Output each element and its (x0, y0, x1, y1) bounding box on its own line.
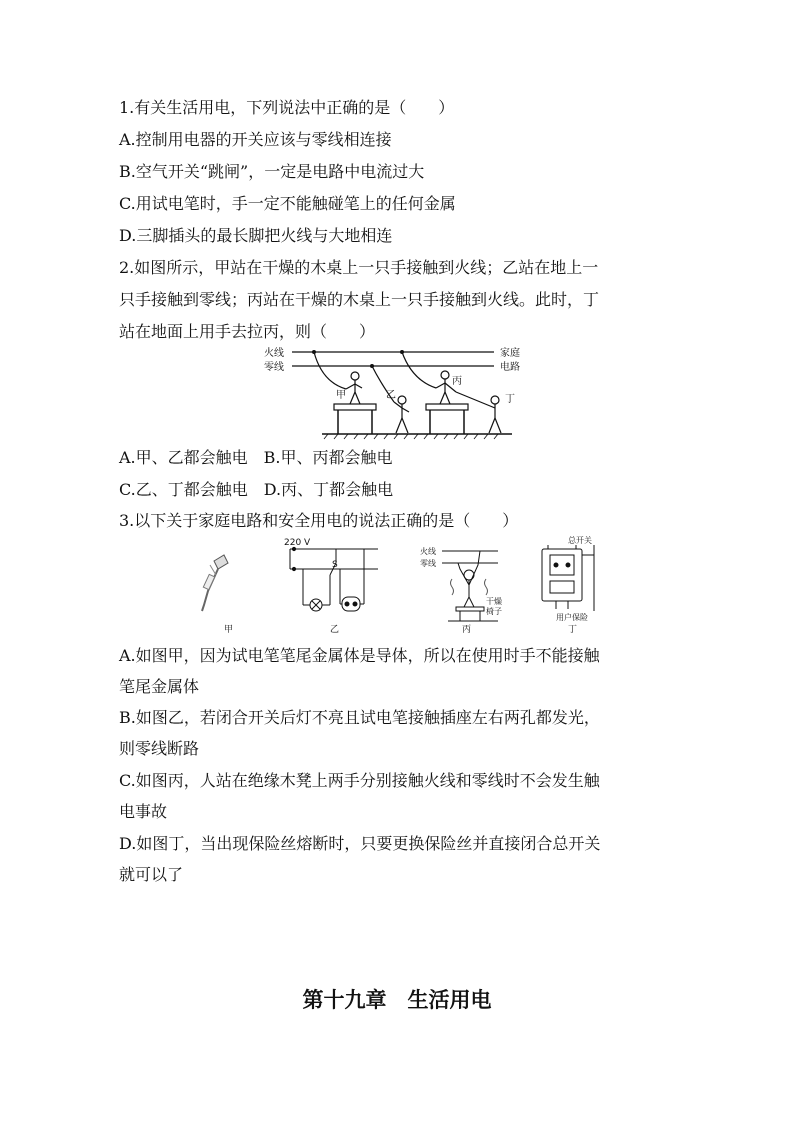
q3-option-c-line1: C.如图丙，人站在绝缘木凳上两手分别接触火线和零线时不会发生触 (119, 771, 600, 790)
switch-label: S (332, 560, 338, 570)
caption-bing: 丙 (462, 625, 472, 635)
q3-option-d-line1: D.如图丁，当出现保险丝熔断时，只要更换保险丝并直接闭合总开关 (119, 834, 601, 853)
person-ding-label: 丁 (505, 394, 515, 405)
caption-ding: 丁 (568, 625, 578, 635)
q1-option-d: D.三脚插头的最长脚把火线与大地相连 (119, 226, 393, 245)
main-switch-label: 总开关 (568, 536, 592, 545)
q1-stem: 1.有关生活用电，下列说法中正确的是（ ） (119, 98, 455, 117)
person-yi-label: 乙 (386, 390, 396, 401)
q3-option-c-line2: 电事故 (119, 802, 168, 821)
q1-option-a: A.控制用电器的开关应该与零线相连接 (119, 130, 392, 149)
home-circuit-label-1: 家庭 (500, 348, 520, 359)
dry-chair-label-2: 椅子 (486, 607, 502, 616)
q3-option-a-line2: 笔尾金属体 (119, 677, 200, 696)
caption-jia: 甲 (224, 625, 234, 635)
home-circuit-label-2: 电路 (500, 362, 520, 373)
q2-circuit-figure (262, 342, 534, 440)
q2-stem-line1: 2.如图所示，甲站在干燥的木桌上一只手接触到火线；乙站在地上一 (119, 258, 599, 277)
q2-options-line2: C.乙、丁都会触电 D.丙、丁都会触电 (119, 480, 394, 499)
q3-option-b-line1: B.如图乙，若闭合开关后灯不亮且试电笔接触插座左右两孔都发光， (119, 708, 600, 727)
user-fuse-label: 用户保险 (556, 613, 588, 622)
q3-stem: 3.以下关于家庭电路和安全用电的说法正确的是（ ） (119, 511, 519, 530)
q2-options-line1: A.甲、乙都会触电 B.甲、丙都会触电 (119, 448, 393, 467)
dry-chair-label-1: 干燥 (486, 597, 502, 606)
bing-neutral-wire-label: 零线 (420, 559, 436, 568)
live-wire-label: 火线 (264, 348, 284, 359)
test-pen-figure (202, 555, 228, 611)
neutral-wire-label: 零线 (264, 362, 284, 373)
q1-option-b: B.空气开关“跳闸”，一定是电路中电流过大 (119, 162, 425, 181)
person-jia-label: 甲 (336, 390, 346, 401)
q3-figures (180, 535, 620, 637)
voltage-label: 220 V (284, 538, 311, 548)
q2-stem-line3: 站在地面上用手去拉丙，则（ ） (119, 322, 376, 341)
bing-live-wire-label: 火线 (420, 547, 436, 556)
chapter-title: 第十九章 生活用电 (302, 988, 492, 1012)
caption-yi: 乙 (330, 625, 340, 635)
person-bing-label: 丙 (452, 376, 462, 387)
q3-option-d-line2: 就可以了 (119, 865, 184, 884)
q3-option-a-line1: A.如图甲，因为试电笔笔尾金属体是导体，所以在使用时手不能接触 (119, 646, 600, 665)
q2-stem-line2: 只手接触到零线；丙站在干燥的木桌上一只手接触到火线。此时，丁 (119, 290, 600, 309)
q3-option-b-line2: 则零线断路 (119, 739, 200, 758)
q1-option-c: C.用试电笔时，手一定不能触碰笔上的任何金属 (119, 194, 456, 213)
